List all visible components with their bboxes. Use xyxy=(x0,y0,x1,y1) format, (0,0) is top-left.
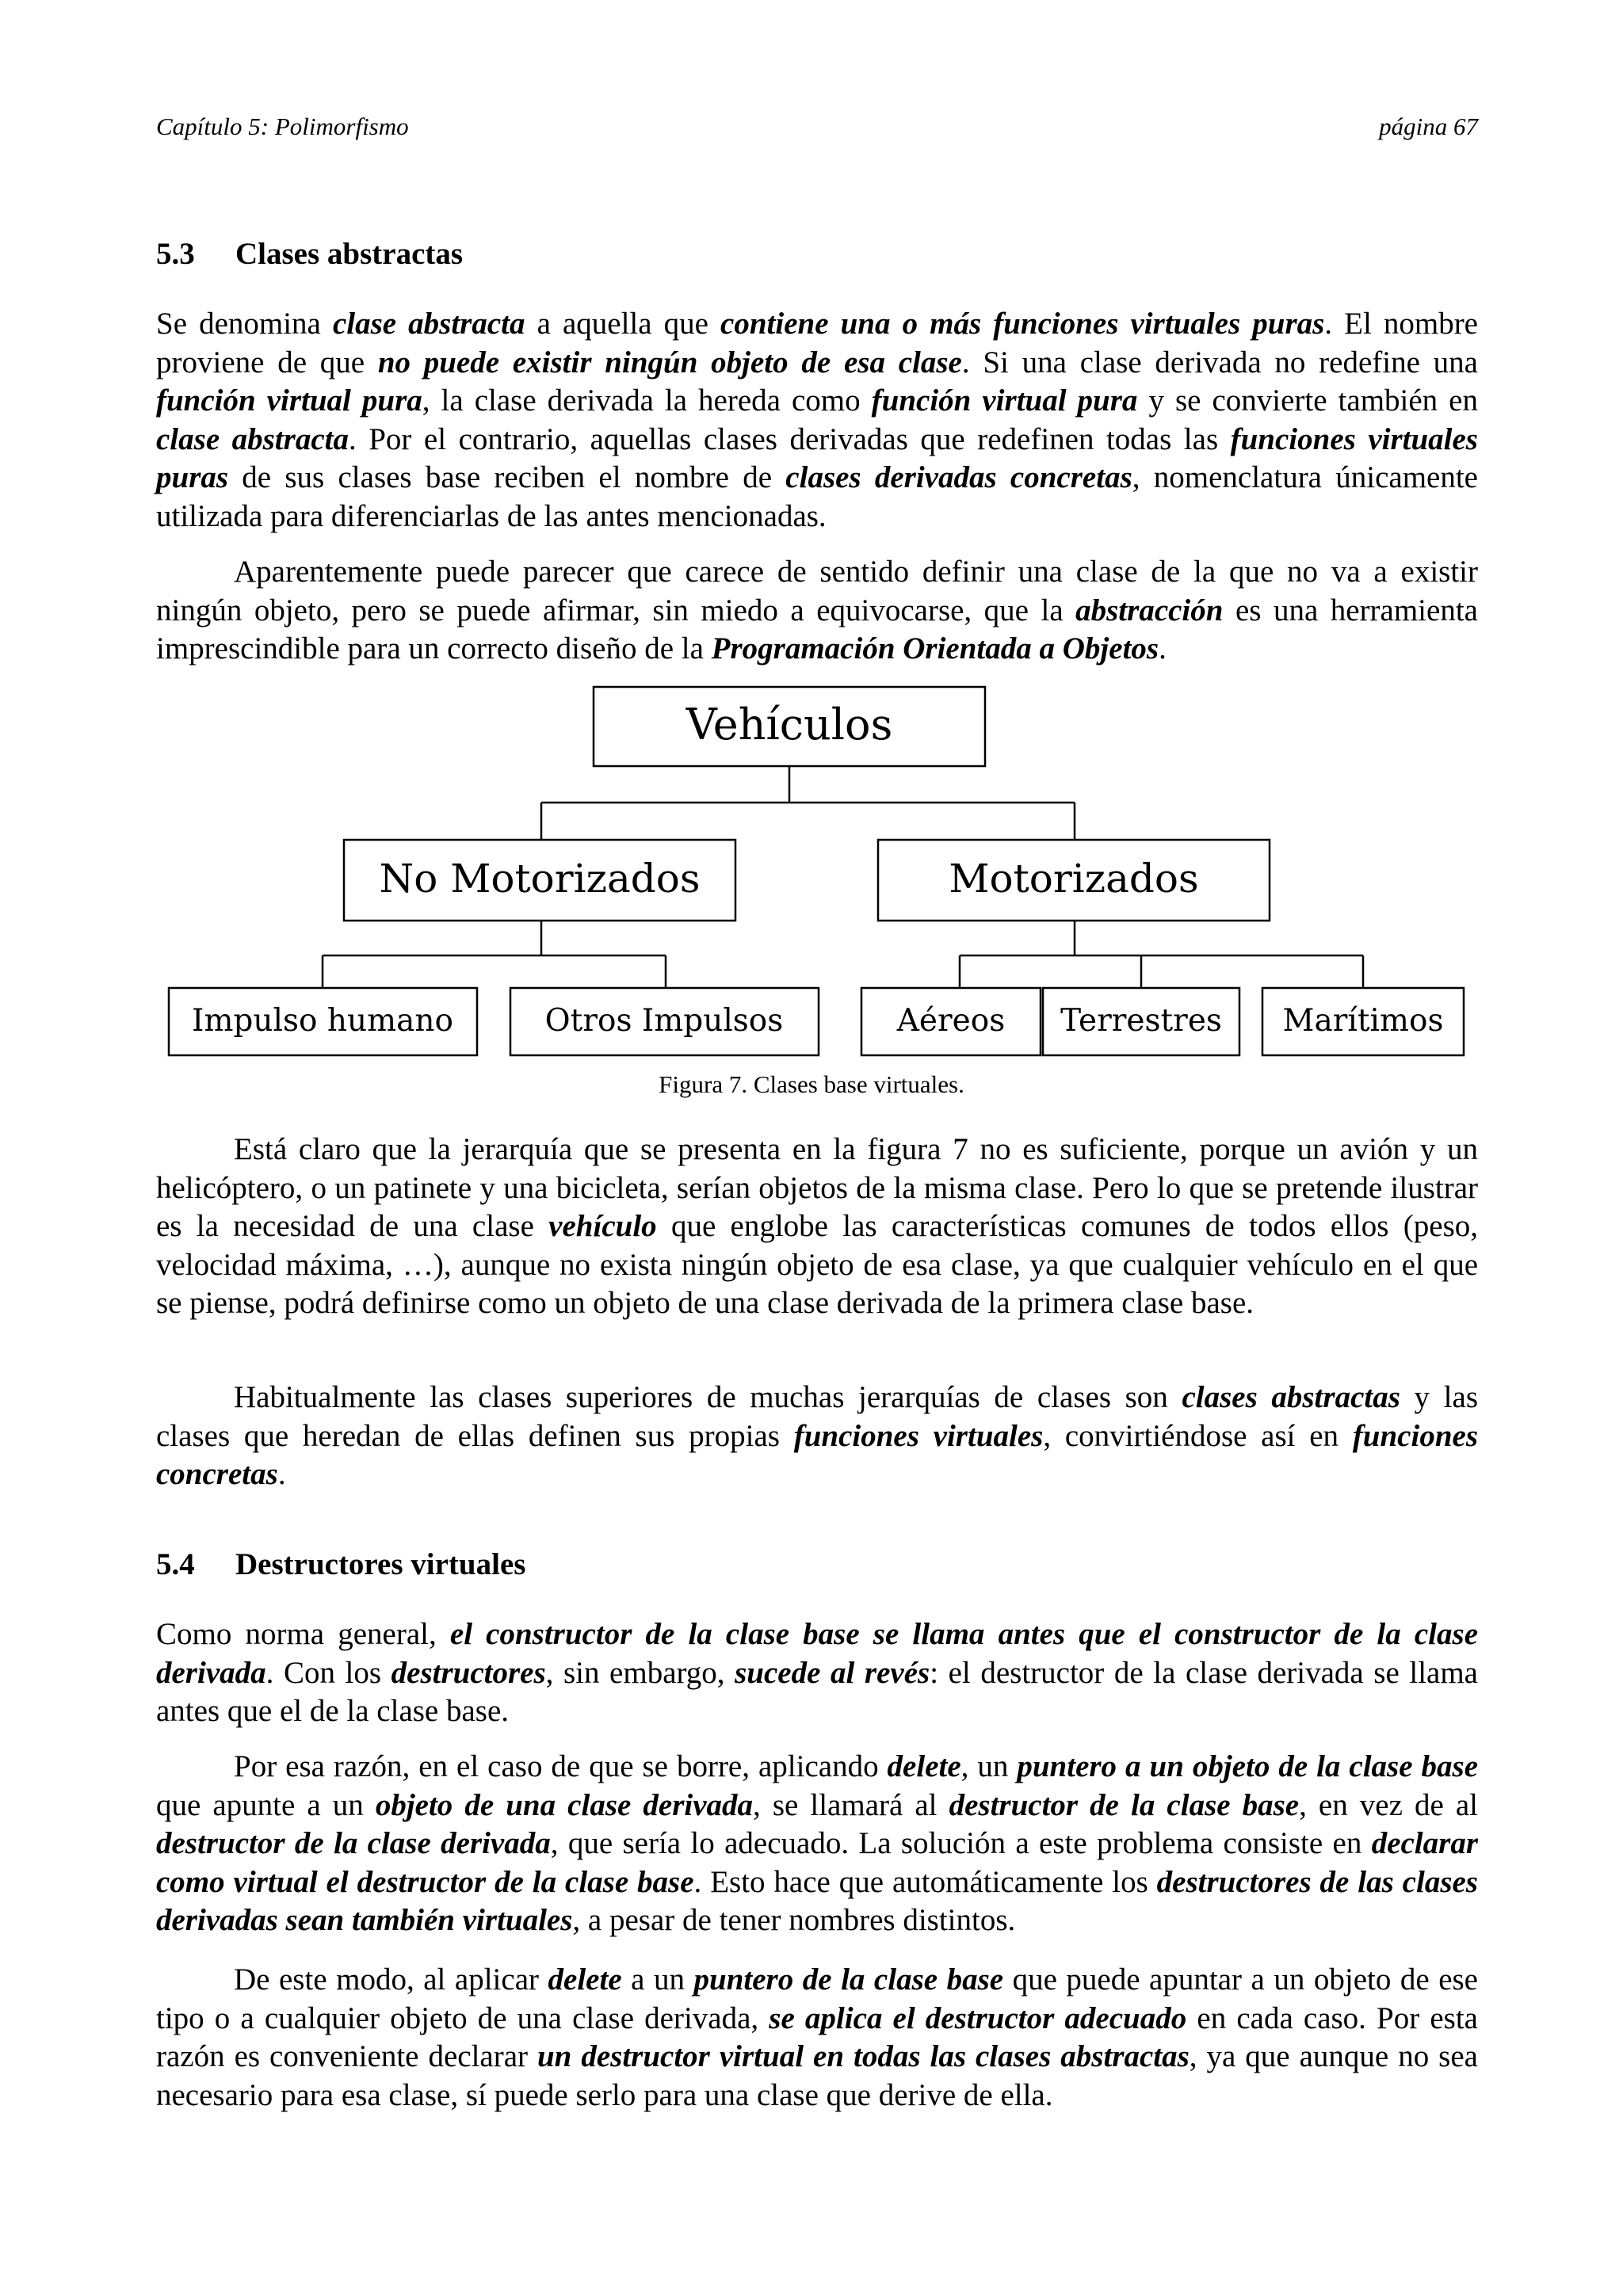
label-otros-impulsos: Otros Impulsos xyxy=(544,1003,784,1039)
section-number: 5.3 xyxy=(156,237,195,271)
label-vehiculos: Vehículos xyxy=(685,700,893,749)
section-heading-5-3 xyxy=(156,236,1478,272)
label-impulso-humano: Impulso humano xyxy=(192,1003,453,1039)
figure-caption: Figura 7. Clases base virtuales. xyxy=(659,1070,964,1098)
label-motorizados: Motorizados xyxy=(949,856,1199,902)
label-terrestres: Terrestres xyxy=(1060,1003,1222,1039)
paragraph-constructor-order: Como norma general, el constructor de la clase base se llama antes que el constructor de la clase derivada. Con los destructores, sin embargo, sucede al revés: el destructor de la clase derivada se llama antes que el de la clase base. xyxy=(156,1617,1479,1728)
paragraph-hierarchy-explanation: Está claro que la jerarquía que se presenta en la figura 7 no es suficiente, porque un avión y un helicóptero, o un patinete y una bicicleta, serían objetos de la misma clase. Pero lo que se pretende ilustrar es la necesidad de una clase vehículo que englobe las características comunes de todos ellos (peso, velocidad máxima, …), aunque no exista ningún objeto de esa clase, ya que cualquier vehículo en el que se piense, podrá definirse como un objeto de una clase derivada de la primera clase base. xyxy=(156,1132,1478,1320)
section-title: Destructores virtuales xyxy=(235,1547,526,1581)
section-number: 5.4 xyxy=(156,1547,195,1581)
section-title: Clases abstractas xyxy=(235,237,464,271)
paragraph-abstract-hierarchies: Habitualmente las clases superiores de muchas jerarquías de clases son clases abstractas y las clases que heredan de ellas definen sus propias funciones virtuales, convirtiéndose así en funciones concretas. xyxy=(156,1380,1479,1491)
header-page-number: página 67 xyxy=(1379,113,1478,140)
paragraph-abstraction-tool: Aparentemente puede parecer que carece de sentido definir una clase de la que no va a existir ningún objeto, pero se puede afirmar, sin miedo a equivocarse, que la abstracción es una herramienta imprescindible para un correcto diseño de la Programación Orientada a Objetos. xyxy=(156,555,1478,666)
paragraph-abstract-class-definition: Se denomina clase abstracta a aquella que contiene una o más funciones virtuales puras. El nombre proviene de que no puede existir ningún objeto de esa clase. Si una clase derivada no redefine una función virtual pura, la clase derivada la hereda como función virtual pura y se convierte también en clase abstracta. Por el contrario, aquellas clases derivadas que redefinen todas las funciones virtuales puras de sus clases base reciben el nombre de clases derivadas concretas, nomenclatura únicamente utilizada para diferenciarlas de las antes mencionadas. xyxy=(156,307,1478,533)
paragraph-delete-problem: Por esa razón, en el caso de que se borre, aplicando delete, un puntero a un objeto de la clase base que apunte a un objeto de una clase derivada, se llamará al destructor de la clase base, en vez de al destructor de la clase derivada, que sería lo adecuado. La solución a este problema consiste en declarar como virtual el destructor de la clase base. Esto hace que automáticamente los destructores de las clases derivadas sean también virtuales, a pesar de tener nombres distintos. xyxy=(156,1749,1479,1937)
paragraph-virtual-destructor-advice: De este modo, al aplicar delete a un puntero de la clase base que puede apuntar a un objeto de ese tipo o a cualquier objeto de una clase derivada, se aplica el destructor adecuado en cada caso. Por esta razón es conveniente declarar un destructor virtual en todas las clases abstractas, ya que aunque no sea necesario para esa clase, sí puede serlo para una clase que derive de ella. xyxy=(156,1962,1478,2112)
class-hierarchy-diagram xyxy=(158,677,1474,1062)
section-heading-5-4 xyxy=(156,1547,1478,1582)
label-no-motorizados: No Motorizados xyxy=(379,856,701,902)
header-chapter: Capítulo 5: Polimorfismo xyxy=(156,113,409,140)
label-maritimos: Marítimos xyxy=(1282,1003,1444,1039)
label-aereos: Aéreos xyxy=(896,1003,1006,1039)
